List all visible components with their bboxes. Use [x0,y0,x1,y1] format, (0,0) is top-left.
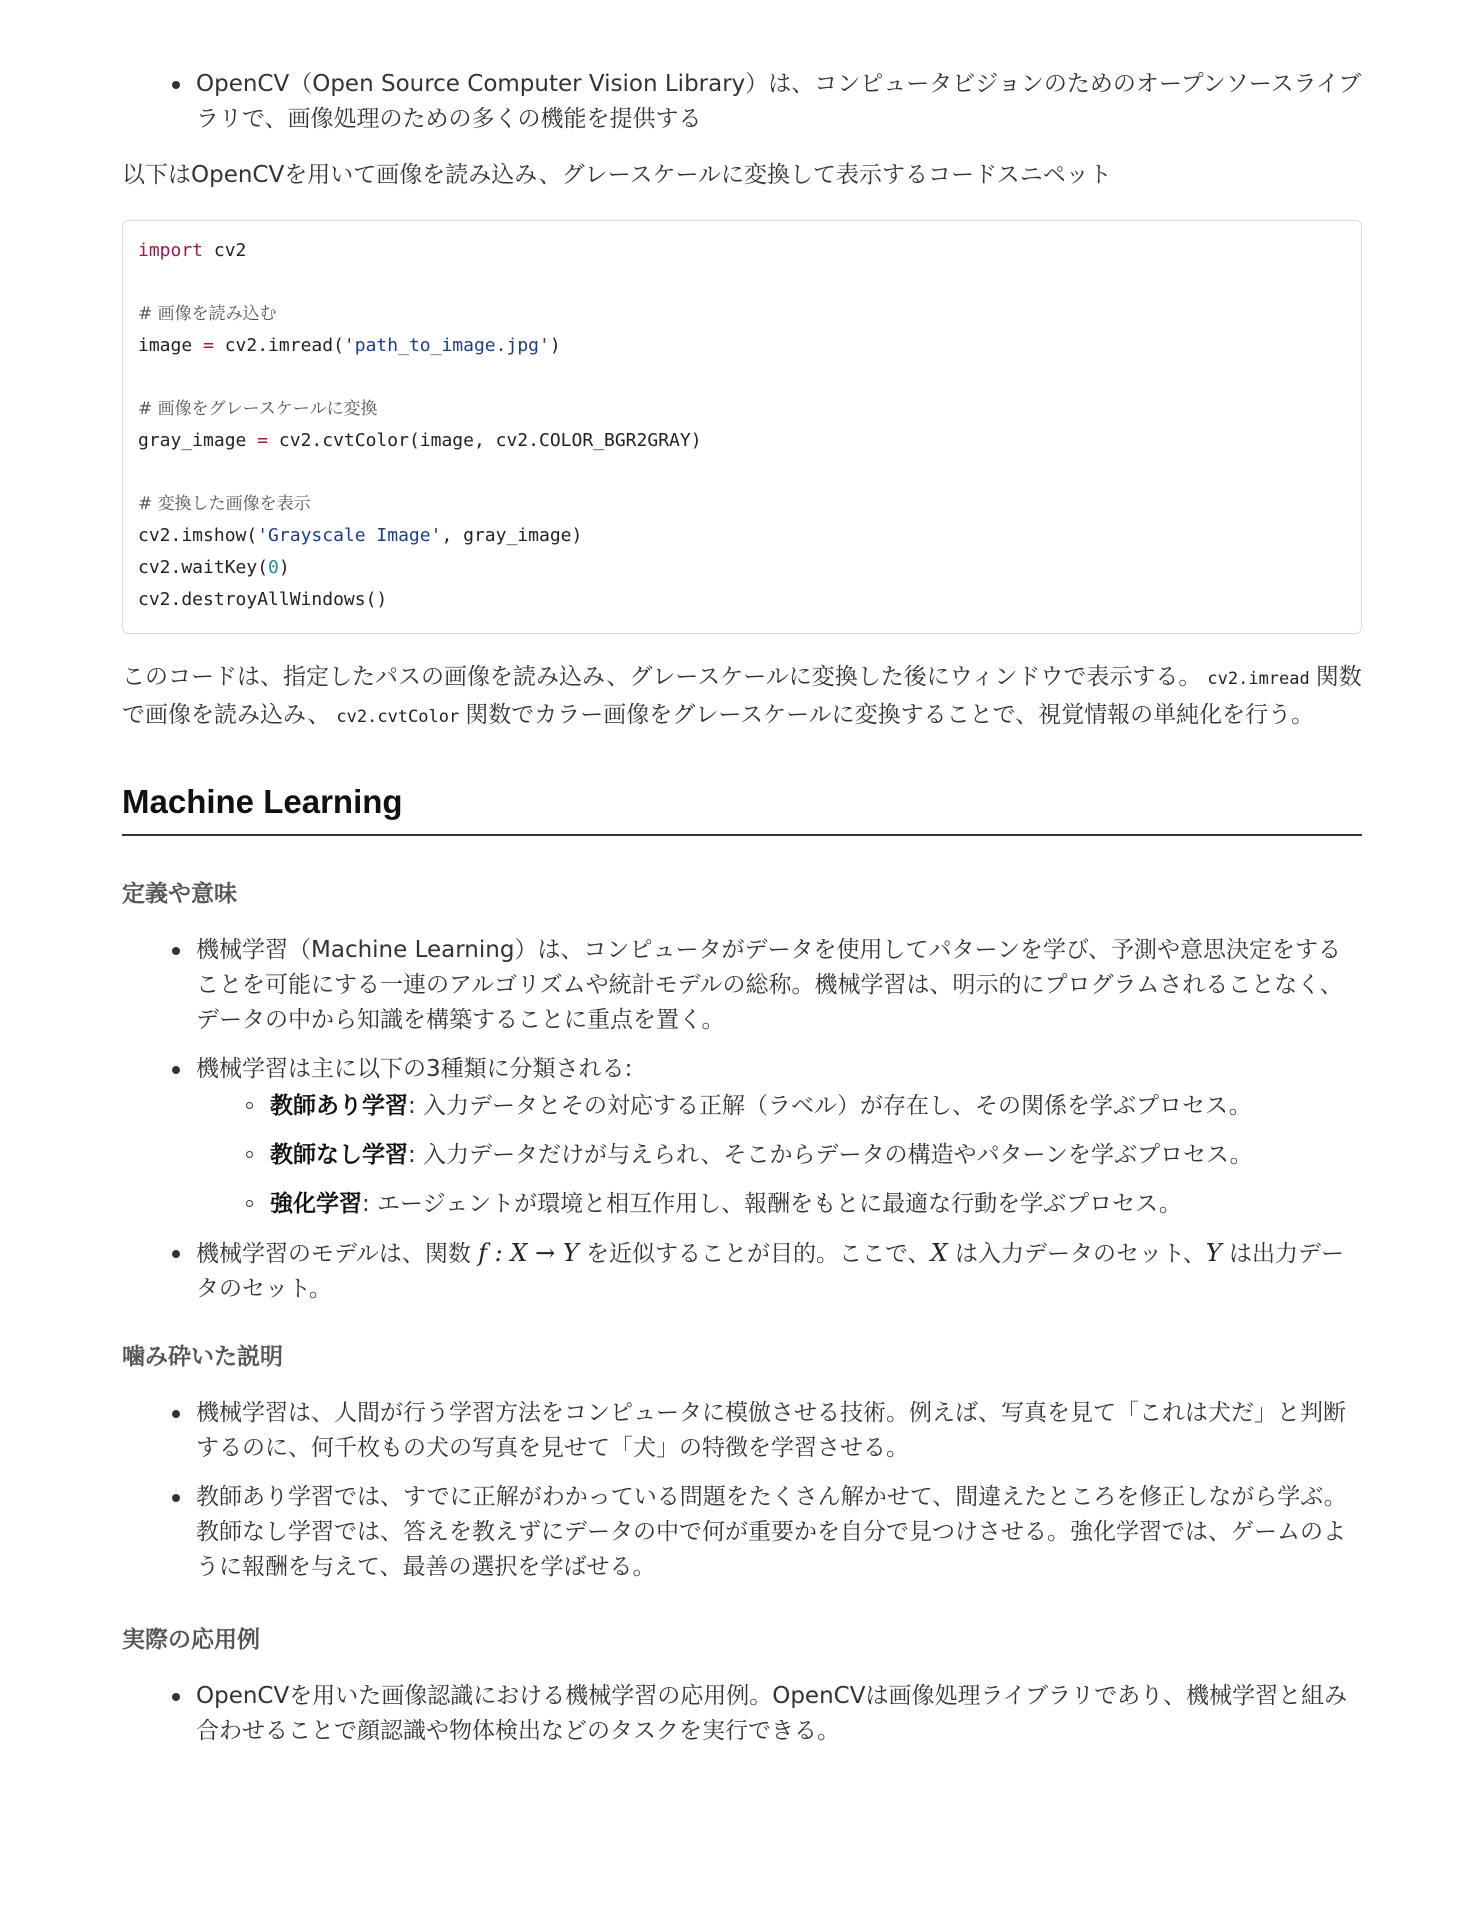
term-label: 教師あり学習 [270,1093,408,1119]
code-blank-line [138,362,1346,393]
explain-text: 関数でカラー画像をグレースケールに変換することで、視覚情報の単純化を行う。 [465,702,1315,728]
definition-bullet-text: は出力データのセット。 [196,1241,1345,1302]
code-text: ) [549,335,561,356]
code-blank-line [138,267,1346,298]
definition-bullet-text: は入力データのセット、 [947,1241,1206,1267]
applications-section [122,1679,1362,1763]
code-intro-paragraph: 以下はOpenCVを用いて画像を読み込み、グレースケールに変換して表示するコードスニペット [122,162,1112,188]
applications-list [122,1679,1362,1749]
code-string: 'Grayscale Image' [257,525,442,546]
explain-text: 関数で画像を読み込み、 [122,664,1362,728]
code-text: image [138,335,204,356]
term-description: : エージェントが環境と相互作用し、報酬をもとに最適な行動を学ぶプロセス。 [362,1191,1182,1217]
list-item [122,1679,1362,1749]
ml-types-list [196,1089,1362,1222]
list-item [122,933,1362,1038]
list-item [122,1480,1362,1585]
math-variable: X [930,1239,948,1267]
code-line [138,552,1346,584]
code-text: gray_image [138,430,258,451]
code-line [138,330,1346,362]
plain-bullet-text: 機械学習は、人間が行う学習方法をコンピュータに模倣させる技術。例えば、写真を見て「これは犬だ」と判断するのに、何千枚もの犬の写真を見せて「犬」の特徴を学習させる。 [196,1400,1346,1461]
code-line [138,520,1346,552]
list-item [122,1236,1362,1307]
math-expression: f : X → Y [478,1239,579,1267]
intro-bullet-text: OpenCV（Open Source Computer Vision Library）は、コンピュータビジョンのためのオープンソースライブラリで、画像処理のための多くの機能を提供する [196,71,1362,132]
term-label: 強化学習 [270,1191,362,1217]
term-description: : 入力データとその対応する正解（ラベル）が存在し、その関係を学ぶプロセス。 [408,1093,1252,1119]
code-block [122,220,1362,634]
plain-explanation-list [122,1396,1362,1585]
definition-bullet-text: 機械学習は主に以下の3種類に分類される: [196,1056,633,1082]
definition-bullet-text: 機械学習のモデルは、関数 [196,1241,479,1267]
code-line [138,584,1346,616]
code-line [138,235,1346,267]
code-line [138,488,1346,520]
code-line [138,393,1346,425]
code-text: cv2.destroyAllWindows() [138,589,388,610]
explanation-paragraph [122,659,1362,735]
math-variable: Y [1205,1239,1222,1267]
code-text: cv2.waitKey( [138,557,269,578]
term-label: 教師なし学習 [270,1142,408,1168]
term-description: : 入力データだけが与えられ、そこからデータの構造やパターンを学ぶプロセス。 [408,1142,1253,1168]
code-text: cv2.cvtColor(image, cv2.COLOR_BGR2GRAY) [268,430,702,451]
definition-heading: 定義や意味 [122,881,237,907]
code-operator: = [257,430,269,451]
code-string: 'path_to_image.jpg' [343,335,550,356]
list-item [196,1089,1362,1124]
code-comment: # 画像をグレースケールに変換 [138,399,378,419]
list-item [196,1138,1362,1173]
code-blank-line [138,457,1346,488]
section-heading: Machine Learning [122,780,1362,836]
intro-section [122,67,1362,151]
code-text: cv2 [203,240,247,261]
code-text: cv2.imshow( [138,525,258,546]
plain-explanation-section [122,1396,1362,1599]
definition-bullet-text: 機械学習（Machine Learning）は、コンピュータがデータを使用してパターンを学び、予測や意思決定をすることを可能にする一連のアルゴリズムや統計モデルの総称。機械学習は、明示的にプログラムされることなく、データの中から知識を構築することに重点を置く。 [196,937,1343,1033]
inline-code: cv2.cvtColor [336,707,460,727]
definition-section [122,933,1362,1321]
intro-list [122,67,1362,137]
applications-heading: 実際の応用例 [122,1627,260,1653]
code-text: , gray_image) [441,525,583,546]
code-operator: = [203,335,214,356]
code-line [138,298,1346,330]
list-item [122,1396,1362,1466]
code-comment: # 変換した画像を表示 [138,494,311,514]
code-text: ) [278,557,290,578]
list-item [122,67,1362,137]
explain-text: このコードは、指定したパスの画像を読み込み、グレースケールに変換した後にウィンドウで表示する。 [122,664,1202,690]
list-item [196,1187,1362,1222]
plain-bullet-text: 教師あり学習では、すでに正解がわかっている問題をたくさん解かせて、間違えたところを修正しながら学ぶ。教師なし学習では、答えを教えずにデータの中で何が重要かを自分で見つけさせる。強化学習では、ゲームのように報酬を与えて、最善の選択を学ばせる。 [196,1484,1347,1580]
definition-list [122,933,1362,1307]
code-line [138,425,1346,457]
applications-bullet-text: OpenCVを用いた画像認識における機械学習の応用例。OpenCVは画像処理ライブラリであり、機械学習と組み合わせることで顔認識や物体検出などのタスクを実行できる。 [196,1683,1348,1744]
code-comment: # 画像を読み込む [138,304,277,324]
inline-code: cv2.imread [1207,669,1310,689]
definition-bullet-text: を近似することが目的。ここで、 [578,1241,931,1267]
code-text: cv2.imread( [213,335,344,356]
list-item [122,1052,1362,1222]
code-keyword: import [138,240,204,261]
code-number: 0 [268,557,279,578]
plain-explanation-heading: 噛み砕いた説明 [122,1344,283,1370]
